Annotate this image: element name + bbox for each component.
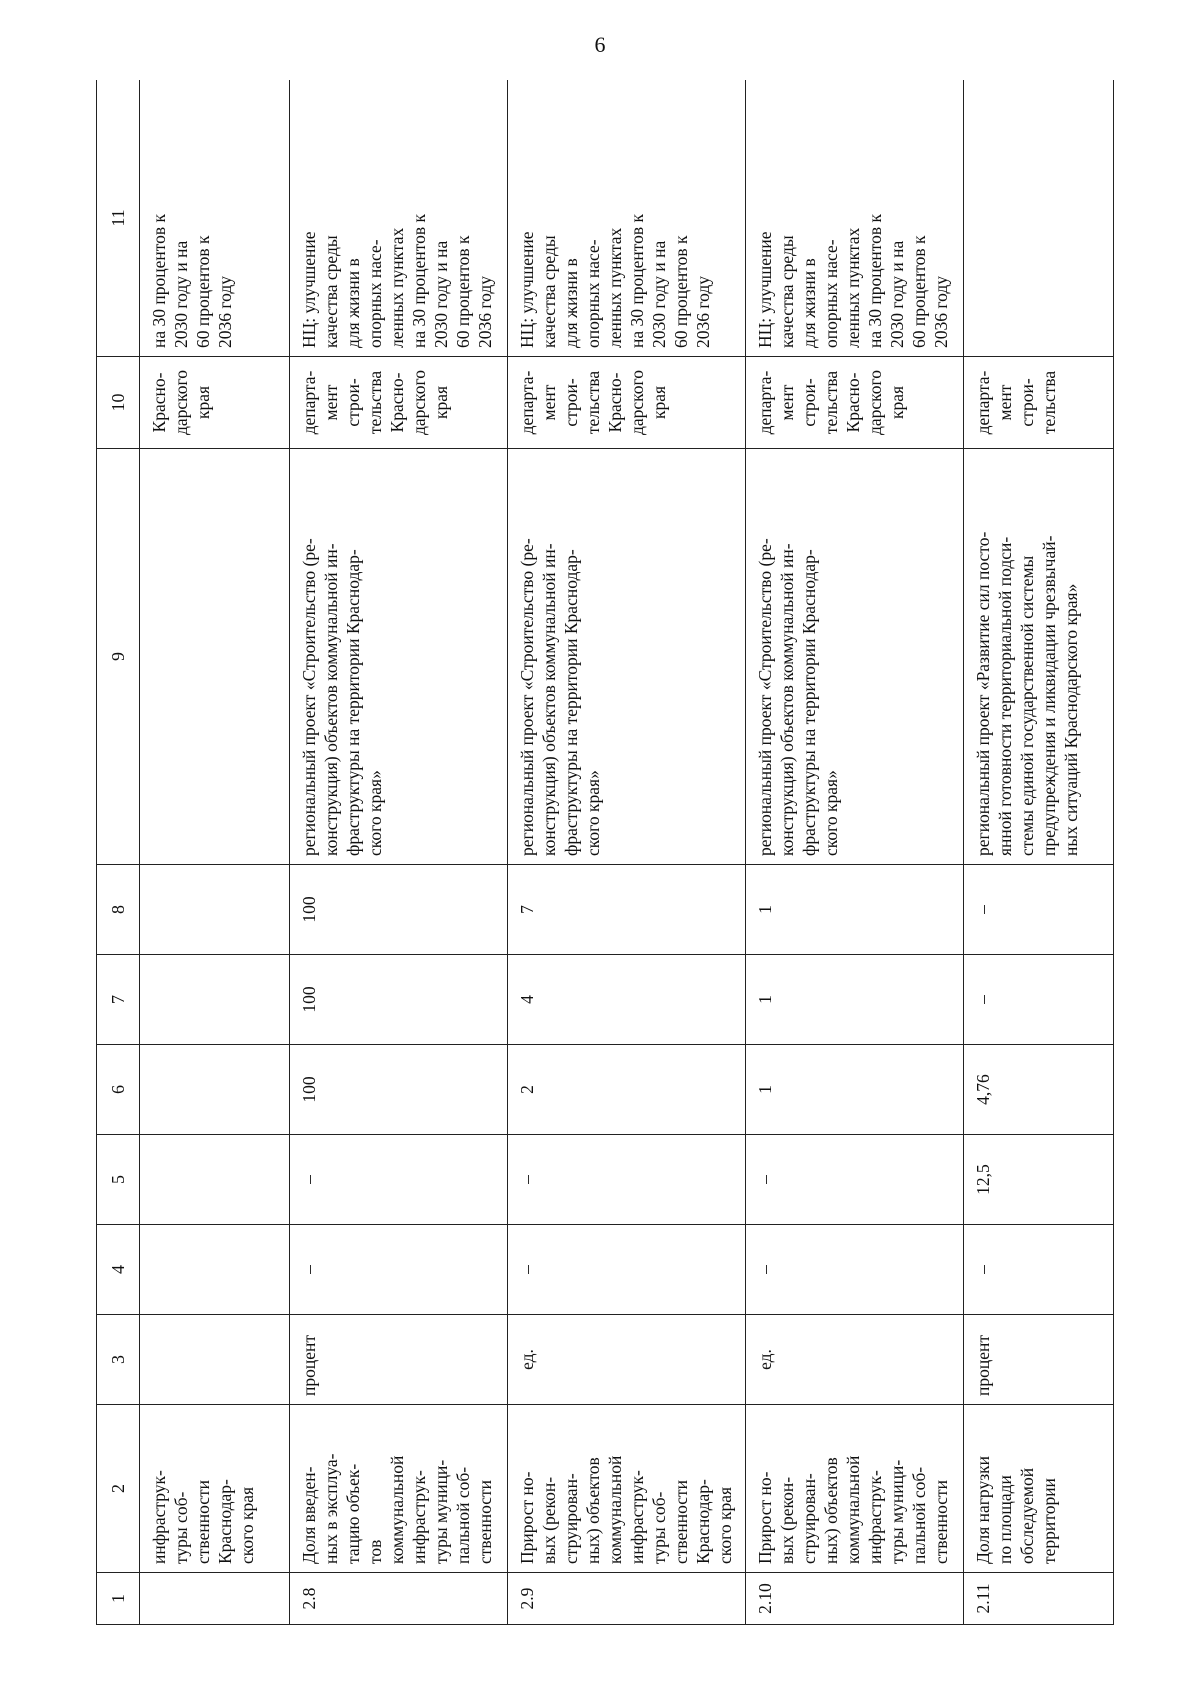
- project-cell: [140, 449, 290, 865]
- value-cell-6: 4,76: [964, 1045, 1114, 1135]
- col-header-3: 3: [97, 1315, 140, 1405]
- col-header-6: 6: [97, 1045, 140, 1135]
- value-cell-6: 100: [290, 1045, 508, 1135]
- value-cell-8: –: [964, 865, 1114, 955]
- value-cell-7: –: [964, 955, 1114, 1045]
- project-cell: региональный проект «Развитие сил посто- янной готовности территориальной подси- стемы единой государственной системы предупреждения и ликвидации чрезвычай- ных ситуаций Краснодарского края»: [964, 449, 1114, 865]
- indicators-table: [96, 80, 1114, 1625]
- responsible-cell: департа- мент строи- тельства: [964, 357, 1114, 449]
- responsible-cell: департа- мент строи- тельства Красно- дарского края: [746, 357, 964, 449]
- value-cell-8: 100: [290, 865, 508, 955]
- indicator-name-cell: Доля введен- ных в эксплуа- тацию объек- тов коммунальной инфраструк- туры муници- пальной соб- ственности: [290, 1405, 508, 1573]
- value-cell-5: –: [290, 1135, 508, 1225]
- indicator-name-cell: Доля нагрузки по площади обследуемой территории: [964, 1405, 1114, 1573]
- row-number-cell: 2.8: [290, 1573, 508, 1625]
- value-cell-4: [140, 1225, 290, 1315]
- value-cell-8: 1: [746, 865, 964, 955]
- col-header-1: 1: [97, 1573, 140, 1625]
- col-header-2: 2: [97, 1405, 140, 1573]
- row-number-cell: 2.9: [508, 1573, 746, 1625]
- unit-cell: процент: [290, 1315, 508, 1405]
- unit-cell: ед.: [508, 1315, 746, 1405]
- row-number-cell: 2.10: [746, 1573, 964, 1625]
- value-cell-5: [140, 1135, 290, 1225]
- value-cell-4: –: [508, 1225, 746, 1315]
- value-cell-6: [140, 1045, 290, 1135]
- unit-cell: процент: [964, 1315, 1114, 1405]
- goal-cell: на 30 процентов к 2030 году и на 60 процентов к 2036 году: [140, 80, 290, 357]
- value-cell-7: 1: [746, 955, 964, 1045]
- value-cell-4: –: [290, 1225, 508, 1315]
- value-cell-5: –: [508, 1135, 746, 1225]
- goal-cell: НЦ: улучшение качества среды для жизни в опорных насе- ленных пунктах на 30 процентов к 2030 году и на 60 процентов к 2036 году: [746, 80, 964, 357]
- rotated-table-area: [96, 80, 1116, 1625]
- table-row: [140, 80, 290, 1625]
- goal-cell: НЦ: улучшение качества среды для жизни в опорных насе- ленных пунктах на 30 процентов к 2030 году и на 60 процентов к 2036 году: [290, 80, 508, 357]
- col-header-5: 5: [97, 1135, 140, 1225]
- value-cell-4: –: [964, 1225, 1114, 1315]
- value-cell-5: –: [746, 1135, 964, 1225]
- table-row: [746, 80, 964, 1625]
- indicator-name-cell: Прирост но- вых (рекон- струирован- ных) объектов коммунальной инфраструк- туры соб- ственности Краснодар- ского края: [508, 1405, 746, 1573]
- col-header-9: 9: [97, 449, 140, 865]
- project-cell: региональный проект «Строительство (ре- конструкция) объектов коммунальной ин- фраструктуры на территории Краснодар- ского края»: [290, 449, 508, 865]
- col-header-11: 11: [97, 80, 140, 357]
- col-header-8: 8: [97, 865, 140, 955]
- row-number-cell: 2.11: [964, 1573, 1114, 1625]
- value-cell-7: 4: [508, 955, 746, 1045]
- value-cell-5: 12,5: [964, 1135, 1114, 1225]
- responsible-cell: Красно- дарского края: [140, 357, 290, 449]
- table-row: [964, 80, 1114, 1625]
- table-row: [508, 80, 746, 1625]
- value-cell-8: 7: [508, 865, 746, 955]
- value-cell-8: [140, 865, 290, 955]
- row-number-cell: [140, 1573, 290, 1625]
- unit-cell: [140, 1315, 290, 1405]
- table-header-row: [97, 80, 140, 1625]
- col-header-10: 10: [97, 357, 140, 449]
- goal-cell: [964, 80, 1114, 357]
- responsible-cell: департа- мент строи- тельства Красно- дарского края: [290, 357, 508, 449]
- value-cell-7: [140, 955, 290, 1045]
- indicator-name-cell: Прирост но- вых (рекон- струирован- ных) объектов коммунальной инфраструк- туры муници- пальной соб- ственности: [746, 1405, 964, 1573]
- table-row: [290, 80, 508, 1625]
- value-cell-6: 1: [746, 1045, 964, 1135]
- project-cell: региональный проект «Строительство (ре- конструкция) объектов коммунальной ин- фраструктуры на территории Краснодар- ского края»: [508, 449, 746, 865]
- rotated-table-container: [96, 80, 1116, 1625]
- value-cell-6: 2: [508, 1045, 746, 1135]
- value-cell-4: –: [746, 1225, 964, 1315]
- col-header-4: 4: [97, 1225, 140, 1315]
- col-header-7: 7: [97, 955, 140, 1045]
- goal-cell: НЦ: улучшение качества среды для жизни в опорных насе- ленных пунктах на 30 процентов к 2030 году и на 60 процентов к 2036 году: [508, 80, 746, 357]
- value-cell-7: 100: [290, 955, 508, 1045]
- page-number: 6: [594, 32, 606, 57]
- responsible-cell: департа- мент строи- тельства Красно- дарского края: [508, 357, 746, 449]
- unit-cell: ед.: [746, 1315, 964, 1405]
- indicator-name-cell: инфраструк- туры соб- ственности Краснодар- ского края: [140, 1405, 290, 1573]
- project-cell: региональный проект «Строительство (ре- конструкция) объектов коммунальной ин- фраструктуры на территории Краснодар- ского края»: [746, 449, 964, 865]
